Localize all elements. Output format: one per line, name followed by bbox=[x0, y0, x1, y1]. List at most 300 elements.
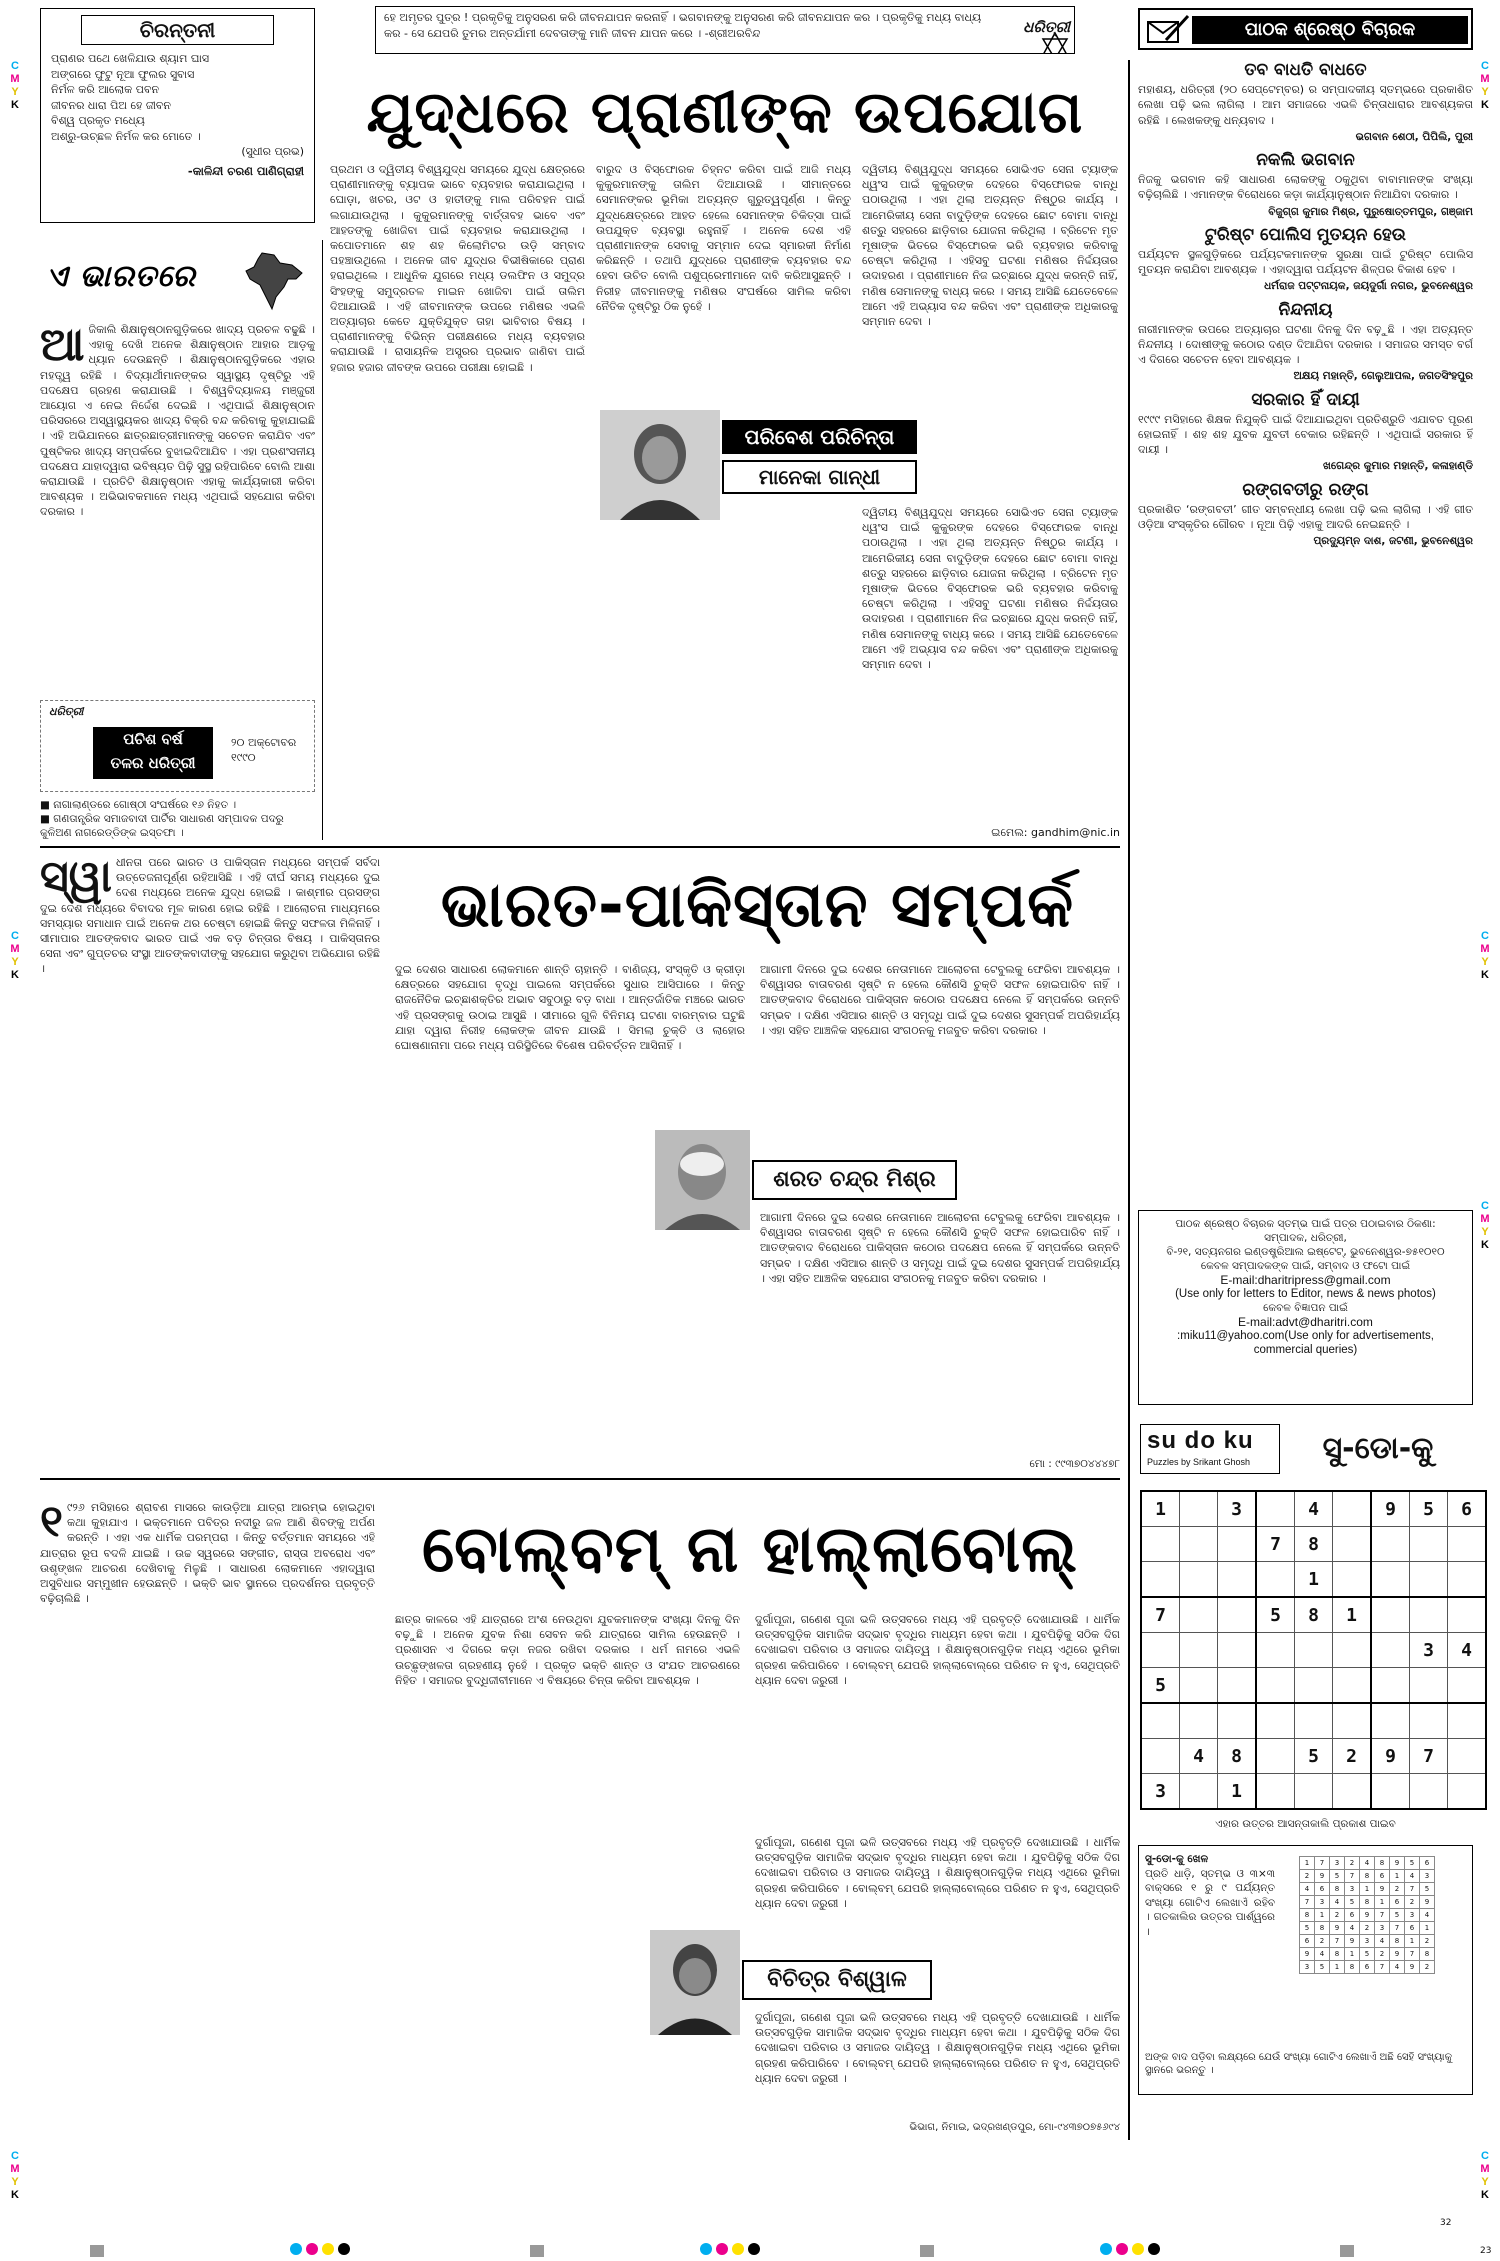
sudoku-byline: Puzzles by Srikant Ghosh bbox=[1147, 1457, 1251, 1467]
sudoku-cell: 7 bbox=[1256, 1527, 1295, 1562]
article1-headline: ଯୁଦ୍ଧରେ ପ୍ରାଣୀଙ୍କ ଉପଯୋଗ bbox=[366, 78, 1084, 146]
poem-line: ନିର୍ମଳ କରି ଆଲୋକ ପବନ bbox=[51, 83, 160, 96]
solution-cell: 8 bbox=[1345, 1961, 1360, 1974]
solution-cell: 8 bbox=[1330, 1948, 1345, 1961]
solution-cell-row bbox=[1300, 1883, 1435, 1896]
contact-line: ବି-୨୧, ସତ୍ୟନଗର ଇଣ୍ଡଷ୍ଟ୍ରିଆଲ ଇଷ୍ଟେଟ୍, ଭୁବନେଶ୍ୱର-୭୫୧୦୧୦ bbox=[1166, 1246, 1445, 1258]
reg-k: K bbox=[1481, 99, 1489, 111]
sudoku-cell: 9 bbox=[1371, 1739, 1410, 1774]
sudoku-cell[interactable] bbox=[1218, 1527, 1257, 1562]
sudoku-cell: 9 bbox=[1371, 1491, 1410, 1527]
sudoku-logo: su do ku bbox=[1147, 1427, 1254, 1454]
sudoku-cell[interactable] bbox=[1295, 1774, 1333, 1810]
pachisha-logo: ଧରିତ୍ରୀ bbox=[49, 705, 84, 718]
sudoku-cell[interactable] bbox=[1256, 1668, 1295, 1704]
poem-author: -କାଳିନ୍ଦୀ ଚରଣ ପାଣିଗ୍ରାହୀ bbox=[187, 163, 304, 178]
sudoku-cell: 1 bbox=[1295, 1562, 1333, 1598]
solution-cell: 7 bbox=[1300, 1896, 1315, 1909]
sudoku-cell: 4 bbox=[1180, 1739, 1218, 1774]
solution-cell: 9 bbox=[1405, 1961, 1420, 1974]
sudoku-cell[interactable] bbox=[1448, 1703, 1487, 1739]
black-dot bbox=[748, 2243, 760, 2255]
sudoku-answer-note: ଏହାର ଉତ୍ତର ଆସନ୍ତାକାଲି ପ୍ରକାଶ ପାଇବ bbox=[1215, 1818, 1396, 1830]
sudoku-cell: 8 bbox=[1295, 1597, 1333, 1633]
solution-cell: 7 bbox=[1330, 1935, 1345, 1948]
article3-col1 bbox=[40, 1500, 375, 2140]
solution-cell: 9 bbox=[1360, 1909, 1375, 1922]
solution-cell: 7 bbox=[1345, 1870, 1360, 1883]
letter-title: ରଙ୍ଗବତୀରୁ ରଙ୍ଗ bbox=[1242, 479, 1369, 500]
sudoku-cell: 3 bbox=[1141, 1774, 1180, 1810]
solution-cell: 4 bbox=[1300, 1883, 1315, 1896]
article2-mobile: ମୋ : ୯୯୩୭୦୪୪୪୭୮ bbox=[1029, 1458, 1120, 1470]
sudoku-cell: 4 bbox=[1448, 1633, 1487, 1668]
solution-cell-row bbox=[1300, 1896, 1435, 1909]
sudoku-cell: 7 bbox=[1141, 1597, 1180, 1633]
maneka-photo bbox=[600, 410, 720, 520]
bharatare-logo bbox=[40, 245, 315, 315]
reg-c: C bbox=[1481, 1200, 1489, 1212]
yellow-dot bbox=[1132, 2243, 1144, 2255]
article3-headline-box bbox=[380, 1495, 1120, 1605]
solution-cell: 1 bbox=[1360, 1883, 1375, 1896]
reg-c: C bbox=[11, 60, 19, 72]
sudoku-cell[interactable] bbox=[1448, 1739, 1487, 1774]
yellow-dot bbox=[322, 2243, 334, 2255]
solution-cell: 4 bbox=[1315, 1948, 1330, 1961]
article3-author: ବିଚିତ୍ର ବିଶ୍ୱାଳ bbox=[742, 1960, 932, 2000]
solution-cell-row bbox=[1300, 1922, 1435, 1935]
solution-cell: 3 bbox=[1420, 1870, 1435, 1883]
letter-body: ପର୍ଯ୍ୟଟନ ସ୍ଥଳଗୁଡ଼ିକରେ ପର୍ଯ୍ୟଟକମାନଙ୍କ ସୁରକ୍ଷା ପାଇଁ ଟୁରିଷ୍ଟ ପୋଲିସ ମୁତୟନ କରାଯିବା ଆବଶ୍ୟକ । ଏହାଦ୍ୱାରା ପର୍ଯ୍ୟଟନ ଶିଳ୍ପର ବିକାଶ ହେବ । bbox=[1138, 248, 1473, 277]
registration-mark-right-mid bbox=[1478, 930, 1492, 982]
solution-cell: 9 bbox=[1375, 1883, 1390, 1896]
sudoku-cell[interactable] bbox=[1218, 1562, 1257, 1598]
bharatare-logo-text: ଏ ଭାରତରେ bbox=[46, 259, 196, 294]
reg-m: M bbox=[10, 2163, 20, 2175]
solution-cell: 2 bbox=[1345, 1857, 1360, 1870]
sudoku-cell[interactable] bbox=[1371, 1668, 1410, 1704]
color-dots bbox=[1100, 2240, 1164, 2259]
solution-cell: 3 bbox=[1345, 1883, 1360, 1896]
letter-body: ୧୯୯୯ ମସିହାରେ ଶିକ୍ଷକ ନିଯୁକ୍ତି ପାଇଁ ଦିଆଯାଇଥିବା ପ୍ରତିଶ୍ରୁତି ଏଯାବତ ପୂରଣ ହୋଇନାହିଁ । ଶହ ଶହ ଯୁବକ ଯୁବତୀ ବେକାର ରହିଛନ୍ତି । ଏଥିପାଇଁ ସରକାର ହିଁ ଦାୟୀ । bbox=[1138, 412, 1473, 457]
sudoku-cell[interactable] bbox=[1333, 1491, 1372, 1527]
solution-cell: 5 bbox=[1390, 1909, 1405, 1922]
article1-headline-box bbox=[330, 72, 1120, 152]
sudoku-cell: 3 bbox=[1218, 1491, 1257, 1527]
section-divider bbox=[40, 846, 1120, 848]
solution-cell: 1 bbox=[1420, 1922, 1435, 1935]
solution-cell-row bbox=[1300, 1948, 1435, 1961]
solution-cell: 1 bbox=[1375, 1896, 1390, 1909]
sudoku-cell[interactable] bbox=[1180, 1633, 1218, 1668]
sudoku-info-box bbox=[1138, 1845, 1473, 2095]
reg-k: K bbox=[11, 99, 19, 111]
gray-patch bbox=[90, 2242, 104, 2261]
sudoku-cell: 5 bbox=[1256, 1597, 1295, 1633]
letters-column bbox=[1138, 55, 1473, 1170]
sudoku-cell[interactable] bbox=[1256, 1774, 1295, 1810]
gray-patch bbox=[920, 2242, 934, 2261]
reg-y: Y bbox=[1481, 956, 1489, 968]
solution-cell: 4 bbox=[1375, 1935, 1390, 1948]
magenta-dot bbox=[306, 2243, 318, 2255]
solution-cell: 2 bbox=[1360, 1922, 1375, 1935]
solution-cell: 6 bbox=[1300, 1935, 1315, 1948]
sudoku-cell[interactable] bbox=[1180, 1774, 1218, 1810]
solution-cell: 8 bbox=[1360, 1870, 1375, 1883]
registration-mark-left-mid bbox=[8, 930, 22, 982]
article2-drop-cap: ସ୍ୱା bbox=[40, 855, 112, 902]
sudoku-cell[interactable] bbox=[1333, 1633, 1372, 1668]
registration-mark-left-top bbox=[8, 60, 22, 112]
masthead bbox=[990, 13, 1070, 49]
sudoku-cell: 8 bbox=[1218, 1739, 1257, 1774]
section-divider bbox=[40, 1478, 1120, 1480]
sudoku-cell[interactable] bbox=[1141, 1703, 1180, 1739]
sudoku-cell-row bbox=[1141, 1562, 1486, 1598]
solution-cell: 8 bbox=[1300, 1909, 1315, 1922]
author-portrait-icon bbox=[650, 1930, 740, 2035]
reg-m: M bbox=[1480, 73, 1490, 85]
solution-cell: 6 bbox=[1390, 1896, 1405, 1909]
sarat-photo bbox=[655, 1130, 750, 1230]
bullet-icon: ■ bbox=[40, 813, 54, 825]
print-color-bar bbox=[0, 2238, 1500, 2260]
sudoku-cell-row bbox=[1141, 1774, 1486, 1810]
solution-cell: 3 bbox=[1375, 1922, 1390, 1935]
pachisha-title-line: ତଳର ଧରିତ୍ରୀ bbox=[110, 754, 196, 772]
cyan-dot bbox=[1100, 2243, 1112, 2255]
sudoku-cell-row bbox=[1141, 1668, 1486, 1704]
solution-cell: 3 bbox=[1315, 1896, 1330, 1909]
contact-email-editor[interactable]: E-mail:dharitripress@gmail.com bbox=[1220, 1273, 1391, 1287]
poem-box bbox=[40, 8, 315, 223]
article3-col2: ଛାତ୍ର କାଳରେ ଏହି ଯାତ୍ରାରେ ଅଂଶ ନେଉଥିବା ଯୁବକମାନଙ୍କ ସଂଖ୍ୟା ଦିନକୁ ଦିନ ବଢ଼ୁଛି । ଅନେକ ଯୁବକ ନିଶା ସେବନ କରି ଯାତ୍ରାରେ ସାମିଲ ହେଉଛନ୍ତି । ପ୍ରଶାସନ ଏ ଦିଗରେ କଡ଼ା ନଜର ରଖିବା ଦରକାର । ଧର୍ମ ନାମରେ ଏଭଳି ଉଚ୍ଛୃଙ୍ଖଳତା ଗ୍ରହଣୀୟ ନୁହେଁ । ପ୍ରକୃତ ଭକ୍ତି ଶାନ୍ତ ଓ ସଂଯତ ଆଚରଣରେ ନିହିତ । ସମାଜର ବୁଦ୍ଧିଜୀବୀମାନେ ଏ ବିଷୟରେ ଚିନ୍ତା କରିବା ଆବଶ୍ୟକ । bbox=[395, 1613, 740, 1687]
poem-section-title: ଚିରନ୍ତନୀ bbox=[81, 15, 274, 45]
solution-cell: 7 bbox=[1375, 1961, 1390, 1974]
solution-cell: 5 bbox=[1405, 1857, 1420, 1870]
article2-col3-top: ଆଗାମୀ ଦିନରେ ଦୁଇ ଦେଶର ନେତାମାନେ ଆଲୋଚନା ଟେବୁଲକୁ ଫେରିବା ଆବଶ୍ୟକ । ବିଶ୍ୱାସର ବାତାବରଣ ସୃଷ୍ଟି ନ ହେଲେ କୌଣସି ଚୁକ୍ତି ସଫଳ ହୋଇପାରିବ ନାହିଁ । ଆତଙ୍କବାଦ ବିରୋଧରେ ପାକିସ୍ତାନ କଠୋର ପଦକ୍ଷେପ ନେଲେ ହିଁ ସମ୍ପର୍କରେ ଉନ୍ନତି ସମ୍ଭବ । ଦକ୍ଷିଣ ଏସିଆର ଶାନ୍ତି ଓ ସମୃଦ୍ଧି ପାଇଁ ଦୁଇ ଦେଶର ସୁସମ୍ପର୍କ ଅପରିହାର୍ଯ୍ୟ । ଏହା ସହିତ ଆଞ୍ଚଳିକ ସହଯୋଗ ସଂଗଠନକୁ ମଜବୁତ କରିବା ଦରକାର । bbox=[760, 963, 1120, 1037]
article2-col2: ଦୁଇ ଦେଶର ସାଧାରଣ ଲୋକମାନେ ଶାନ୍ତି ଚାହାନ୍ତି । ବାଣିଜ୍ୟ, ସଂସ୍କୃତି ଓ କ୍ରୀଡ଼ା କ୍ଷେତ୍ରରେ ସହଯୋଗ ବୃଦ୍ଧି ପାଇଲେ ସମ୍ପର୍କରେ ସୁଧାର ଆସିପାରେ । କିନ୍ତୁ ରାଜନୈତିକ ଇଚ୍ଛାଶକ୍ତିର ଅଭାବ ସବୁଠାରୁ ବଡ଼ ବାଧା । ଆନ୍ତର୍ଜାତିକ ମଞ୍ଚରେ ଭାରତ ଏହି ପ୍ରସଙ୍ଗକୁ ଉଠାଇ ଆସୁଛି । ସୀମାରେ ଗୁଳି ବିନିମୟ ଘଟଣା ବାରମ୍ବାର ଘଟୁଛି ଯାହା ଦ୍ୱାରା ନିରୀହ ଲୋକଙ୍କ ଜୀବନ ଯାଉଛି । ସିମଲା ଚୁକ୍ତି ଓ ଲାହୋର ଘୋଷଣାନାମା ପରେ ମଧ୍ୟ ପରିସ୍ଥିତିରେ ବିଶେଷ ପରିବର୍ତ୍ତନ ଆସିନାହିଁ । bbox=[395, 963, 745, 1053]
solution-cell: 6 bbox=[1315, 1883, 1330, 1896]
poem-lines bbox=[51, 51, 304, 160]
sudoku-cell: 7 bbox=[1410, 1739, 1448, 1774]
sudoku-footer-note: ଅଙ୍କ ବାଦ ପଡ଼ିବା ଲକ୍ଷ୍ୟରେ ଯେଉଁ ସଂଖ୍ୟା ଗୋଟିଏ ଲେଖାଏଁ ଅଛି ସେହି ସଂଖ୍ୟାକୁ ସ୍ଥାନରେ ଭରନ୍ତୁ । bbox=[1145, 2052, 1452, 2076]
solution-cell: 4 bbox=[1405, 1870, 1420, 1883]
sudoku-cell[interactable] bbox=[1410, 1703, 1448, 1739]
sudoku-cell[interactable] bbox=[1256, 1633, 1295, 1668]
sudoku-cell[interactable] bbox=[1218, 1597, 1257, 1633]
solution-cell: 9 bbox=[1420, 1896, 1435, 1909]
sudoku-cell[interactable] bbox=[1371, 1633, 1410, 1668]
article1-col2: ବାରୁଦ ଓ ବିସ୍ଫୋରକ ଚିହ୍ନଟ କରିବା ପାଇଁ ଆଜି ମଧ୍ୟ କୁକୁରମାନଙ୍କୁ ତାଲିମ ଦିଆଯାଉଛି । ସୀମାନ୍ତରେ ସେମାନଙ୍କର ଭୂମିକା ଅତ୍ୟନ୍ତ ଗୁରୁତ୍ୱପୂର୍ଣ୍ଣ । କିନ୍ତୁ ଯୁଦ୍ଧକ୍ଷେତ୍ରରେ ଆହତ ହେଲେ ସେମାନଙ୍କ ଚିକିତ୍ସା ପାଇଁ ଉପଯୁକ୍ତ ବ୍ୟବସ୍ଥା ରହୁନାହିଁ । ଅନେକ ଦେଶ ଏହି ପ୍ରାଣୀମାନଙ୍କ ସେବାକୁ ସମ୍ମାନ ଦେଇ ସ୍ମାରକୀ ନିର୍ମାଣ କରିଛନ୍ତି । ତଥାପି ଯୁଦ୍ଧରେ ପ୍ରାଣୀଙ୍କ ବ୍ୟବହାର ବନ୍ଦ ହେବା ଉଚିତ ବୋଲି ପଶୁପ୍ରେମୀମାନେ ଦାବି କରିଆସୁଛନ୍ତି । ନିରୀହ ଜୀବମାନଙ୍କୁ ମଣିଷର ସଂଘର୍ଷରେ ସାମିଲ କରିବା ନୈତିକ ଦୃଷ୍ଟିରୁ ଠିକ ନୁହେଁ । bbox=[596, 163, 851, 313]
solution-cell: 8 bbox=[1420, 1948, 1435, 1961]
sudoku-cell[interactable] bbox=[1295, 1703, 1333, 1739]
sudoku-cell[interactable] bbox=[1448, 1597, 1487, 1633]
sudoku-cell-row bbox=[1141, 1633, 1486, 1668]
letter-body: ପ୍ରକାଶିତ ‘ରଙ୍ଗବତୀ’ ଗୀତ ସମ୍ବନ୍ଧୀୟ ଲେଖା ପଢ଼ି ଭଲ ଲାଗିଲା । ଏହି ଗୀତ ଓଡ଼ିଆ ସଂସ୍କୃତିର ଗୌରବ । ନୂଆ ପିଢ଼ି ଏହାକୁ ଆଦରି ନେଇଛନ୍ତି । bbox=[1138, 502, 1473, 532]
pachisha-title-line: ପଚିଶ ବର୍ଷ bbox=[123, 730, 183, 748]
letter-title: ତବ ବାଧତି ବାଧତେ bbox=[1244, 60, 1367, 80]
article1-author: ମାନେକା ଗାନ୍ଧୀ bbox=[722, 460, 917, 494]
sudoku-cell: 1 bbox=[1218, 1774, 1257, 1810]
solution-cell: 1 bbox=[1390, 1870, 1405, 1883]
sudoku-cell[interactable] bbox=[1180, 1668, 1218, 1704]
sudoku-cell[interactable] bbox=[1141, 1562, 1180, 1598]
sudoku-cell[interactable] bbox=[1333, 1668, 1372, 1704]
sudoku-cell[interactable] bbox=[1371, 1703, 1410, 1739]
masthead-text: ଧରିତ୍ରୀ bbox=[1023, 18, 1070, 36]
article3-col3-mid: ଦୁର୍ଗାପୂଜା, ଗଣେଶ ପୂଜା ଭଳି ଉତ୍ସବରେ ମଧ୍ୟ ଏହି ପ୍ରବୃତ୍ତି ଦେଖାଯାଉଛି । ଧାର୍ମିକ ଉତ୍ସବଗୁଡ଼ିକ ସାମାଜିକ ସଦ୍‌ଭାବ ବୃଦ୍ଧିର ମାଧ୍ୟମ ହେବା କଥା । ଯୁବପିଢ଼ିକୁ ସଠିକ ଦିଗ ଦେଖାଇବା ପରିବାର ଓ ସମାଜର ଦାୟିତ୍ୱ । ଶିକ୍ଷାନୁଷ୍ଠାନଗୁଡ଼ିକ ମଧ୍ୟ ଏଥିରେ ଭୂମିକା ଗ୍ରହଣ କରିପାରିବେ । ବୋଲ୍‌ବମ୍ ଯେପରି ହାଲ୍ଲାବୋଲ୍‌ରେ ପରିଣତ ନ ହୁଏ, ସେଥିପ୍ରତି ଧ୍ୟାନ ଦେବା ଜରୁରୀ । bbox=[755, 1836, 1120, 1910]
reg-y: Y bbox=[11, 2176, 19, 2188]
sudoku-cell[interactable] bbox=[1218, 1668, 1257, 1704]
yellow-dot bbox=[732, 2243, 744, 2255]
solution-cell: 1 bbox=[1345, 1948, 1360, 1961]
letter-body: ମହାଶୟ, ଧରିତ୍ରୀ (୨୦ ସେପ୍ଟେମ୍ବର) ର ସମ୍ପାଦକୀୟ ସ୍ତମ୍ଭରେ ପ୍ରକାଶିତ ଲେଖା ପଢ଼ି ଭଲ ଲାଗିଲା । ଆମ ସମାଜରେ ଏଭଳି ଚିନ୍ତାଧାରାର ଆବଶ୍ୟକତା ରହିଛି । ଲେଖକଙ୍କୁ ଧନ୍ୟବାଦ । bbox=[1138, 83, 1473, 127]
sudoku-cell[interactable] bbox=[1371, 1527, 1410, 1562]
sudoku-cell[interactable] bbox=[1371, 1597, 1410, 1633]
sudoku-cell[interactable] bbox=[1333, 1562, 1372, 1598]
solution-cell: 6 bbox=[1345, 1909, 1360, 1922]
reg-m: M bbox=[1480, 1213, 1490, 1225]
letter-signature: ଧର୍ମରାଜ ପଟ୍ଟନାୟକ, ଜୟଦୁର୍ଗା ନଗର, ଭୁବନେଶ୍ୱର bbox=[1264, 280, 1473, 293]
sudoku-how-text: ପ୍ରତି ଧାଡ଼ି, ସ୍ତମ୍ଭ ଓ ୩×୩ ବାକ୍ସରେ ୧ ରୁ ୯ ପର୍ଯ୍ୟନ୍ତ ସଂଖ୍ୟା ଗୋଟିଏ ଲେଖାଏଁ ରହିବ । ଗତକାଲିର ଉତ୍ତର ପାର୍ଶ୍ୱରେ । bbox=[1145, 1867, 1275, 1938]
reg-y: Y bbox=[11, 956, 19, 968]
sudoku-cell[interactable] bbox=[1256, 1739, 1295, 1774]
column-rule bbox=[1128, 60, 1130, 2140]
sudoku-cell[interactable] bbox=[1218, 1703, 1257, 1739]
solution-cell: 4 bbox=[1360, 1857, 1375, 1870]
poem-line: ବିଶ୍ୱ ପ୍ରକୃତ ମଧ୍ୟେ bbox=[51, 114, 145, 127]
solution-cell: 2 bbox=[1420, 1935, 1435, 1948]
sudoku-cell[interactable] bbox=[1218, 1633, 1257, 1668]
column-rule bbox=[322, 240, 323, 840]
reg-c: C bbox=[11, 2150, 19, 2162]
sudoku-cell[interactable] bbox=[1180, 1527, 1218, 1562]
sudoku-header bbox=[1138, 1420, 1473, 1480]
contact-email-ads[interactable]: E-mail:advt@dharitri.com bbox=[1238, 1315, 1373, 1329]
reg-c: C bbox=[1481, 2150, 1489, 2162]
sudoku-cell[interactable] bbox=[1410, 1527, 1448, 1562]
article1-email-line bbox=[950, 826, 1120, 840]
sudoku-cell: 5 bbox=[1410, 1491, 1448, 1527]
article3-address: ଭିଭାଗ, ନିମାଇ, ଭଦ୍ରଖଣ୍ଡପୁର, ମୋ-୯୪୩୭୦୭୫୬୯୪ bbox=[909, 2122, 1120, 2133]
page-number: 32 bbox=[1440, 2218, 1452, 2228]
color-dots bbox=[700, 2240, 764, 2259]
solution-cell: 6 bbox=[1375, 1870, 1390, 1883]
sudoku-cell[interactable] bbox=[1448, 1668, 1487, 1704]
reg-k: K bbox=[11, 969, 19, 981]
article2-col3-bottom: ଆଗାମୀ ଦିନରେ ଦୁଇ ଦେଶର ନେତାମାନେ ଆଲୋଚନା ଟେବୁଲକୁ ଫେରିବା ଆବଶ୍ୟକ । ବିଶ୍ୱାସର ବାତାବରଣ ସୃଷ୍ଟି ନ ହେଲେ କୌଣସି ଚୁକ୍ତି ସଫଳ ହୋଇପାରିବ ନାହିଁ । ଆତଙ୍କବାଦ ବିରୋଧରେ ପାକିସ୍ତାନ କଠୋର ପଦକ୍ଷେପ ନେଲେ ହିଁ ସମ୍ପର୍କରେ ଉନ୍ନତି ସମ୍ଭବ । ଦକ୍ଷିଣ ଏସିଆର ଶାନ୍ତି ଓ ସମୃଦ୍ଧି ପାଇଁ ଦୁଇ ଦେଶର ସୁସମ୍ପର୍କ ଅପରିହାର୍ଯ୍ୟ । ଏହା ସହିତ ଆଞ୍ଚଳିକ ସହଯୋଗ ସଂଗଠନକୁ ମଜବୁତ କରିବା ଦରକାର । bbox=[760, 1211, 1120, 1285]
reg-k: K bbox=[1481, 1239, 1489, 1251]
registration-mark-left-bottom bbox=[8, 2150, 22, 2202]
corner-number: 23 bbox=[1480, 2246, 1492, 2256]
letter-title: ସରକାର ହିଁ ଦାୟୀ bbox=[1251, 389, 1360, 410]
solution-cell: 7 bbox=[1390, 1922, 1405, 1935]
sudoku-cell[interactable] bbox=[1141, 1633, 1180, 1668]
reg-m: M bbox=[10, 73, 20, 85]
sudoku-cell[interactable] bbox=[1410, 1774, 1448, 1810]
solution-cell: 1 bbox=[1330, 1961, 1345, 1974]
sudoku-cell[interactable] bbox=[1141, 1739, 1180, 1774]
article1-col1: ପ୍ରଥମ ଓ ଦ୍ୱିତୀୟ ବିଶ୍ୱଯୁଦ୍ଧ ସମୟରେ ଯୁଦ୍ଧ କ୍ଷେତ୍ରରେ ପ୍ରାଣୀମାନଙ୍କୁ ବ୍ୟାପକ ଭାବେ ବ୍ୟବହାର କରାଯାଇଥିଲା । ଘୋଡ଼ା, ଖଚର, ଓଟ ଓ ହାତୀଙ୍କୁ ମାଲ ପରିବହନ ପାଇଁ ଲଗାଯାଉଥିଲା । କୁକୁରମାନଙ୍କୁ ବାର୍ତ୍ତାବହ ଭାବେ ଏବଂ ଆହତଙ୍କୁ ଖୋଜିବା ପାଇଁ ବ୍ୟବହାର କରାଯାଉଥିଲା । କପୋତମାନେ ଶହ ଶହ କିଲୋମିଟର ଉଡ଼ି ସମ୍ବାଦ ପହଞ୍ଚାଉଥିଲେ । ଅନେକ ଜୀବ ଯୁଦ୍ଧର ବିଭୀଷିକାରେ ପ୍ରାଣ ହରାଇଥିଲେ । ଆଧୁନିକ ଯୁଗରେ ମଧ୍ୟ ଡଲଫିନ ଓ ସମୁଦ୍ର ସିଂହଙ୍କୁ ସମୁଦ୍ରତଳ ମାଇନ ଖୋଜିବା ପାଇଁ ତାଲିମ ଦିଆଯାଉଛି । ଏହି ଜୀବମାନଙ୍କ ଉପରେ ମଣିଷର ଏଭଳି ଅତ୍ୟାଚାର କେତେ ଯୁକ୍ତିଯୁକ୍ତ ତାହା ଭାବିବାର ବିଷୟ । ପ୍ରାଣୀମାନଙ୍କୁ ବିଭିନ୍ନ ପରୀକ୍ଷଣରେ ମଧ୍ୟ ବ୍ୟବହାର କରାଯାଉଛି । ରାସାୟନିକ ଅସ୍ତ୍ରର ପ୍ରଭାବ ଜାଣିବା ପାଇଁ ହଜାର ହଜାର ଜୀବଙ୍କ ଉପରେ ପରୀକ୍ଷା ହୋଇଛି । bbox=[330, 163, 585, 374]
reg-y: Y bbox=[1481, 2176, 1489, 2188]
pachisha-items bbox=[40, 798, 315, 840]
sudoku-how-to bbox=[1145, 1852, 1275, 1939]
article1-column-name: ପରିବେଶ ପରିଚିନ୍ତା bbox=[722, 420, 917, 454]
registration-mark-right-mid2 bbox=[1478, 1200, 1492, 1252]
sudoku-cell[interactable] bbox=[1448, 1527, 1487, 1562]
sudoku-cell[interactable] bbox=[1180, 1562, 1218, 1598]
solution-cell: 1 bbox=[1405, 1935, 1420, 1948]
bharatare-body: ଜିକାଲି ଶିକ୍ଷାନୁଷ୍ଠାନଗୁଡ଼ିକରେ ଖାଦ୍ୟ ପ୍ରଚଳ ବଢୁଛି । ଏହାକୁ ଦେଖି ଅନେକ ଶିକ୍ଷାନୁଷ୍ଠାନ ଆହାର ଆଡ଼କୁ ଧ୍ୟାନ ଦେଉଛନ୍ତି । ଶିକ୍ଷାନୁଷ୍ଠାନଗୁଡ଼ିକରେ ଏହାର ମହତ୍ତ୍ୱ ରହିଛି । ବିଦ୍ୟାର୍ଥୀମାନଙ୍କର ସ୍ୱାସ୍ଥ୍ୟ ଦୃଷ୍ଟିରୁ ଏହି ପଦକ୍ଷେପ ଗ୍ରହଣ କରାଯାଉଛି । ବିଶ୍ୱବିଦ୍ୟାଳୟ ମଞ୍ଜୁରୀ ଆୟୋଗ ଏ ନେଇ ନିର୍ଦ୍ଦେଶ ଦେଇଛି । ଏଥିପାଇଁ ଶିକ୍ଷାନୁଷ୍ଠାନ ପରିସରରେ ଅସ୍ୱାସ୍ଥ୍ୟକର ଖାଦ୍ୟ ବିକ୍ରି ବନ୍ଦ କରିବାକୁ କୁହାଯାଇଛି । ଏହି ଅଭିଯାନରେ ଛାତ୍ରଛାତ୍ରୀମାନଙ୍କୁ ସଚେତନ କରାଯିବ ଏବଂ ପୁଷ୍ଟିକର ଖାଦ୍ୟ ସମ୍ପର୍କରେ ବୁଝାଇଦିଆଯିବ । ଏହା ପ୍ରଶଂସନୀୟ ପଦକ୍ଷେପ ଯାହାଦ୍ୱାରା ଭବିଷ୍ୟତ ପିଢ଼ି ସୁସ୍ଥ ରହିପାରିବେ ବୋଲି ଆଶା କରାଯାଉଛି । ପ୍ରତିଟି ଶିକ୍ଷାନୁଷ୍ଠାନ ଏହାକୁ କାର୍ଯ୍ୟକାରୀ କରିବା ଆବଶ୍ୟକ । ଅଭିଭାବକମାନେ ମଧ୍ୟ ଏଥିପାଇଁ ସହଯୋଗ କରିବା ଦରକାର । bbox=[40, 323, 315, 519]
solution-cell: 8 bbox=[1315, 1922, 1330, 1935]
sudoku-cell[interactable] bbox=[1371, 1562, 1410, 1598]
reg-m: M bbox=[1480, 2163, 1490, 2175]
sudoku-cell[interactable] bbox=[1295, 1633, 1333, 1668]
sudoku-cell: 5 bbox=[1141, 1668, 1180, 1704]
poem-line: ଅଙ୍ଗରେ ଫୁଟୁ ନୂଆ ଫୁଲର ସୁବାସ bbox=[51, 67, 195, 81]
poem-line: ଅଶ୍ରୁ-ଉଚ୍ଛଳ ନିର୍ମଳ କର ମୋତେ । bbox=[51, 129, 201, 143]
solution-cell: 9 bbox=[1390, 1857, 1405, 1870]
letter-body: ନିଜକୁ ଭଗବାନ କହି ସାଧାରଣ ଲୋକଙ୍କୁ ଠକୁଥିବା ବାବାମାନଙ୍କ ସଂଖ୍ୟା ବଢ଼ିଚାଲିଛି । ଏମାନଙ୍କ ବିରୋଧରେ କଡ଼ା କାର୍ଯ୍ୟାନୁଷ୍ଠାନ ନିଆଯିବା ଦରକାର । bbox=[1138, 173, 1473, 202]
sudoku-cell: 3 bbox=[1410, 1633, 1448, 1668]
color-dots bbox=[290, 2240, 354, 2259]
reg-k: K bbox=[11, 2189, 19, 2201]
sudoku-cell: 5 bbox=[1295, 1739, 1333, 1774]
solution-cell: 5 bbox=[1360, 1948, 1375, 1961]
sudoku-cell: 8 bbox=[1295, 1527, 1333, 1562]
article3-drop-cap: ୧ bbox=[40, 1500, 63, 1547]
poem-line: ପ୍ରାଣର ପଥେ ଖେଳିଯାଉ ଶ୍ୟାମ ଘାସ bbox=[51, 52, 210, 65]
solution-cell: 8 bbox=[1330, 1883, 1345, 1896]
reg-m: M bbox=[10, 943, 20, 955]
article1-col3-bottom: ଦ୍ୱିତୀୟ ବିଶ୍ୱଯୁଦ୍ଧ ସମୟରେ ସୋଭିଏତ ସେନା ଟ୍ୟାଙ୍କ ଧ୍ୱଂସ ପାଇଁ କୁକୁରଙ୍କ ଦେହରେ ବିସ୍ଫୋରକ ବାନ୍ଧି ପଠାଉଥିଲା । ଏହା ଥିଲା ଅତ୍ୟନ୍ତ ନିଷ୍ଠୁର କାର୍ଯ୍ୟ । ଆମେରିକୀୟ ସେନା ବାଦୁଡ଼ିଙ୍କ ଦେହରେ ଛୋଟ ବୋମା ବାନ୍ଧି ଶତ୍ରୁ ସହରରେ ଛାଡ଼ିବାର ଯୋଜନା କରିଥିଲା । ବ୍ରିଟେନ ମୃତ ମୂଷାଙ୍କ ଭିତରେ ବିସ୍ଫୋରକ ଭରି ବ୍ୟବହାର କରିବାକୁ ଚେଷ୍ଟା କରିଥିଲା । ଏହିସବୁ ଘଟଣା ମଣିଷର ନିର୍ଦ୍ଦୟତାର ଉଦାହରଣ । ପ୍ରାଣୀମାନେ ନିଜ ଇଚ୍ଛାରେ ଯୁଦ୍ଧ କରନ୍ତି ନାହିଁ, ମଣିଷ ସେମାନଙ୍କୁ ବାଧ୍ୟ କରେ । ସମୟ ଆସିଛି ଯେତେବେଳେ ଆମେ ଏହି ଅଭ୍ୟାସ ବନ୍ଦ କରିବା ଏବଂ ପ୍ରାଣୀଙ୍କ ଅଧିକାରକୁ ସମ୍ମାନ ଦେବା । bbox=[862, 506, 1118, 672]
sudoku-cell[interactable] bbox=[1256, 1562, 1295, 1598]
sudoku-cell[interactable] bbox=[1333, 1703, 1372, 1739]
sudoku-cell[interactable] bbox=[1256, 1703, 1295, 1739]
pachisha-title bbox=[93, 727, 213, 779]
sudoku-cell: 6 bbox=[1448, 1491, 1487, 1527]
bharatare-article bbox=[40, 322, 315, 690]
sudoku-cell[interactable] bbox=[1410, 1597, 1448, 1633]
poem-line: (ସୁଧୀର ପ୍ରଭ) bbox=[241, 145, 304, 158]
letter-signature: ଅକ୍ଷୟ ମହାନ୍ତି, ଗେଲୁଆପଲ, ଜଗତସିଂହପୁର bbox=[1293, 370, 1473, 383]
solution-cell: 4 bbox=[1420, 1909, 1435, 1922]
sudoku-cell[interactable] bbox=[1141, 1527, 1180, 1562]
poem-line: ଜୀବନର ଧାରା ପିଅ ହେ ଜୀବନ bbox=[51, 98, 172, 112]
india-map-icon bbox=[240, 251, 306, 311]
solution-cell: 5 bbox=[1420, 1883, 1435, 1896]
solution-cell: 3 bbox=[1330, 1857, 1345, 1870]
sudoku-grid bbox=[1140, 1490, 1487, 1810]
gray-patch bbox=[1340, 2242, 1354, 2261]
readers-banner bbox=[1138, 8, 1473, 50]
solution-cell: 7 bbox=[1315, 1857, 1330, 1870]
letter-title: ଟୁରିଷ୍ଟ ପୋଲିସ ମୁତୟନ ହେଉ bbox=[1205, 224, 1406, 245]
sudoku-cell: 1 bbox=[1141, 1491, 1180, 1527]
sudoku-cell[interactable] bbox=[1448, 1562, 1487, 1598]
solution-cell: 7 bbox=[1405, 1883, 1420, 1896]
article1-col3-top: ଦ୍ୱିତୀୟ ବିଶ୍ୱଯୁଦ୍ଧ ସମୟରେ ସୋଭିଏତ ସେନା ଟ୍ୟାଙ୍କ ଧ୍ୱଂସ ପାଇଁ କୁକୁରଙ୍କ ଦେହରେ ବିସ୍ଫୋରକ ବାନ୍ଧି ପଠାଉଥିଲା । ଏହା ଥିଲା ଅତ୍ୟନ୍ତ ନିଷ୍ଠୁର କାର୍ଯ୍ୟ । ଆମେରିକୀୟ ସେନା ବାଦୁଡ଼ିଙ୍କ ଦେହରେ ଛୋଟ ବୋମା ବାନ୍ଧି ଶତ୍ରୁ ସହରରେ ଛାଡ଼ିବାର ଯୋଜନା କରିଥିଲା । ବ୍ରିଟେନ ମୃତ ମୂଷାଙ୍କ ଭିତରେ ବିସ୍ଫୋରକ ଭରି ବ୍ୟବହାର କରିବାକୁ ଚେଷ୍ଟା କରିଥିଲା । ଏହିସବୁ ଘଟଣା ମଣିଷର ନିର୍ଦ୍ଦୟତାର ଉଦାହରଣ । ପ୍ରାଣୀମାନେ ନିଜ ଇଚ୍ଛାରେ ଯୁଦ୍ଧ କରନ୍ତି ନାହିଁ, ମଣିଷ ସେମାନଙ୍କୁ ବାଧ୍ୟ କରେ । ସମୟ ଆସିଛି ଯେତେବେଳେ ଆମେ ଏହି ଅଭ୍ୟାସ ବନ୍ଦ କରିବା ଏବଂ ପ୍ରାଣୀଙ୍କ ଅଧିକାରକୁ ସମ୍ମାନ ଦେବା । bbox=[862, 163, 1118, 329]
contact-email-ads-alt[interactable]: :miku11@yahoo.com(Use only for advertisements, commercial queries) bbox=[1177, 1330, 1434, 1356]
solution-cell: 6 bbox=[1420, 1857, 1435, 1870]
article1-email-label: ଇମେଲ: bbox=[991, 826, 1028, 839]
reg-k: K bbox=[1481, 2189, 1489, 2201]
author-portrait-icon bbox=[600, 410, 720, 520]
solution-cell: 7 bbox=[1405, 1948, 1420, 1961]
sudoku-logo-box bbox=[1140, 1424, 1280, 1474]
sudoku-cell[interactable] bbox=[1180, 1597, 1218, 1633]
article1-email[interactable]: gandhim@nic.in bbox=[1030, 826, 1120, 839]
bullet-icon: ■ bbox=[40, 799, 54, 811]
reg-c: C bbox=[11, 930, 19, 942]
solution-cell: 5 bbox=[1315, 1961, 1330, 1974]
solution-cell: 5 bbox=[1345, 1896, 1360, 1909]
header-quote: ହେ ଅମୃତର ପୁତ୍ର ! ପ୍ରକୃତିକୁ ଅନୁସରଣ କରି ଜୀବନଯାପନ କରନାହିଁ । ଭଗବାନଙ୍କୁ ଅନୁସରଣ କରି ଜୀବନଯାପନ କର । ପ୍ରକୃତିକୁ ମଧ୍ୟ ବାଧ୍ୟ କର - ସେ ଯେପରି ତୁମର ଅନ୍ତର୍ଯାମୀ ଦେବତାଙ୍କୁ ମାନି ଜୀବନ ଯାପନ କରେ । -ଶ୍ରୀଅରବିନ୍ଦ bbox=[384, 11, 982, 40]
envelope-pen-icon bbox=[1146, 14, 1190, 46]
contact-line: ପାଠକ ଶ୍ରେଷ୍ଠ ବିଚାରକ ସ୍ତମ୍ଭ ପାଇଁ ପତ୍ର ପଠାଇବାର ଠିକଣା: bbox=[1175, 1218, 1436, 1230]
solution-cell: 6 bbox=[1405, 1922, 1420, 1935]
sudoku-cell[interactable] bbox=[1180, 1703, 1218, 1739]
sudoku-cell[interactable] bbox=[1448, 1774, 1487, 1810]
reg-c: C bbox=[1481, 60, 1489, 72]
letter-signature: ପ୍ରଦ୍ୟୁମ୍ନ ଦାଶ, ଜଟଣୀ, ଭୁବନେଶ୍ୱର bbox=[1313, 535, 1473, 548]
sudoku-cell[interactable] bbox=[1180, 1491, 1218, 1527]
reg-m: M bbox=[1480, 943, 1490, 955]
cyan-dot bbox=[700, 2243, 712, 2255]
gray-patch bbox=[530, 2242, 544, 2261]
sudoku-cell: 2 bbox=[1333, 1739, 1372, 1774]
sudoku-cell[interactable] bbox=[1295, 1668, 1333, 1704]
sudoku-cell[interactable] bbox=[1371, 1774, 1410, 1810]
reg-c: C bbox=[1481, 930, 1489, 942]
solution-cell: 3 bbox=[1360, 1935, 1375, 1948]
sudoku-cell[interactable] bbox=[1333, 1774, 1372, 1810]
sudoku-cell[interactable] bbox=[1256, 1491, 1295, 1527]
sudoku-cell-row bbox=[1141, 1739, 1486, 1774]
sudoku-cell[interactable] bbox=[1410, 1562, 1448, 1598]
registration-mark-right-top bbox=[1478, 60, 1492, 112]
article2-headline: ଭାରତ-ପାକିସ୍ତାନ ସମ୍ପର୍କ bbox=[440, 868, 1075, 941]
reg-k: K bbox=[1481, 969, 1489, 981]
solution-cell: 9 bbox=[1300, 1948, 1315, 1961]
letter-title: ନିନ୍ଦନୀୟ bbox=[1278, 299, 1333, 320]
sudoku-cell-row bbox=[1141, 1491, 1486, 1527]
pachisha-item: ■ ନାଗାଲାଣ୍ଡରେ ଗୋଷ୍ଠୀ ସଂଘର୍ଷରେ ୧୬ ନିହତ । bbox=[40, 799, 237, 811]
solution-cell-row bbox=[1300, 1909, 1435, 1922]
contact-line: ସମ୍ପାଦକ, ଧରିତ୍ରୀ, bbox=[1264, 1232, 1347, 1244]
article2-col1 bbox=[40, 855, 380, 1455]
solution-cell: 2 bbox=[1405, 1896, 1420, 1909]
solution-cell: 8 bbox=[1375, 1857, 1390, 1870]
article3-col3-top: ଦୁର୍ଗାପୂଜା, ଗଣେଶ ପୂଜା ଭଳି ଉତ୍ସବରେ ମଧ୍ୟ ଏହି ପ୍ରବୃତ୍ତି ଦେଖାଯାଉଛି । ଧାର୍ମିକ ଉତ୍ସବଗୁଡ଼ିକ ସାମାଜିକ ସଦ୍‌ଭାବ ବୃଦ୍ଧିର ମାଧ୍ୟମ ହେବା କଥା । ଯୁବପିଢ଼ିକୁ ସଠିକ ଦିଗ ଦେଖାଇବା ପରିବାର ଓ ସମାଜର ଦାୟିତ୍ୱ । ଶିକ୍ଷାନୁଷ୍ଠାନଗୁଡ଼ିକ ମଧ୍ୟ ଏଥିରେ ଭୂମିକା ଗ୍ରହଣ କରିପାରିବେ । ବୋଲ୍‌ବମ୍ ଯେପରି ହାଲ୍ଲାବୋଲ୍‌ରେ ପରିଣତ ନ ହୁଏ, ସେଥିପ୍ରତି ଧ୍ୟାନ ଦେବା ଜରୁରୀ । bbox=[755, 1613, 1120, 1687]
solution-cell: 9 bbox=[1345, 1935, 1360, 1948]
reg-y: Y bbox=[11, 86, 19, 98]
sudoku-cell[interactable] bbox=[1333, 1527, 1372, 1562]
reg-y: Y bbox=[1481, 1226, 1489, 1238]
pachisha-date: ୨୦ ଅକ୍ଟୋବର ୧୯୯୦ bbox=[231, 736, 297, 764]
sudoku-solution-grid bbox=[1299, 1856, 1435, 1974]
solution-cell: 2 bbox=[1315, 1935, 1330, 1948]
contact-line: କେବଳ ସମ୍ପାଦକଙ୍କ ପାଇଁ, ସମ୍ବାଦ ଓ ଫଟୋ ପାଇଁ bbox=[1200, 1260, 1411, 1272]
solution-cell-row bbox=[1300, 1857, 1435, 1870]
sudoku-cell-row bbox=[1141, 1597, 1486, 1633]
solution-cell: 3 bbox=[1300, 1961, 1315, 1974]
solution-cell: 4 bbox=[1345, 1922, 1360, 1935]
sudoku-cell[interactable] bbox=[1410, 1668, 1448, 1704]
